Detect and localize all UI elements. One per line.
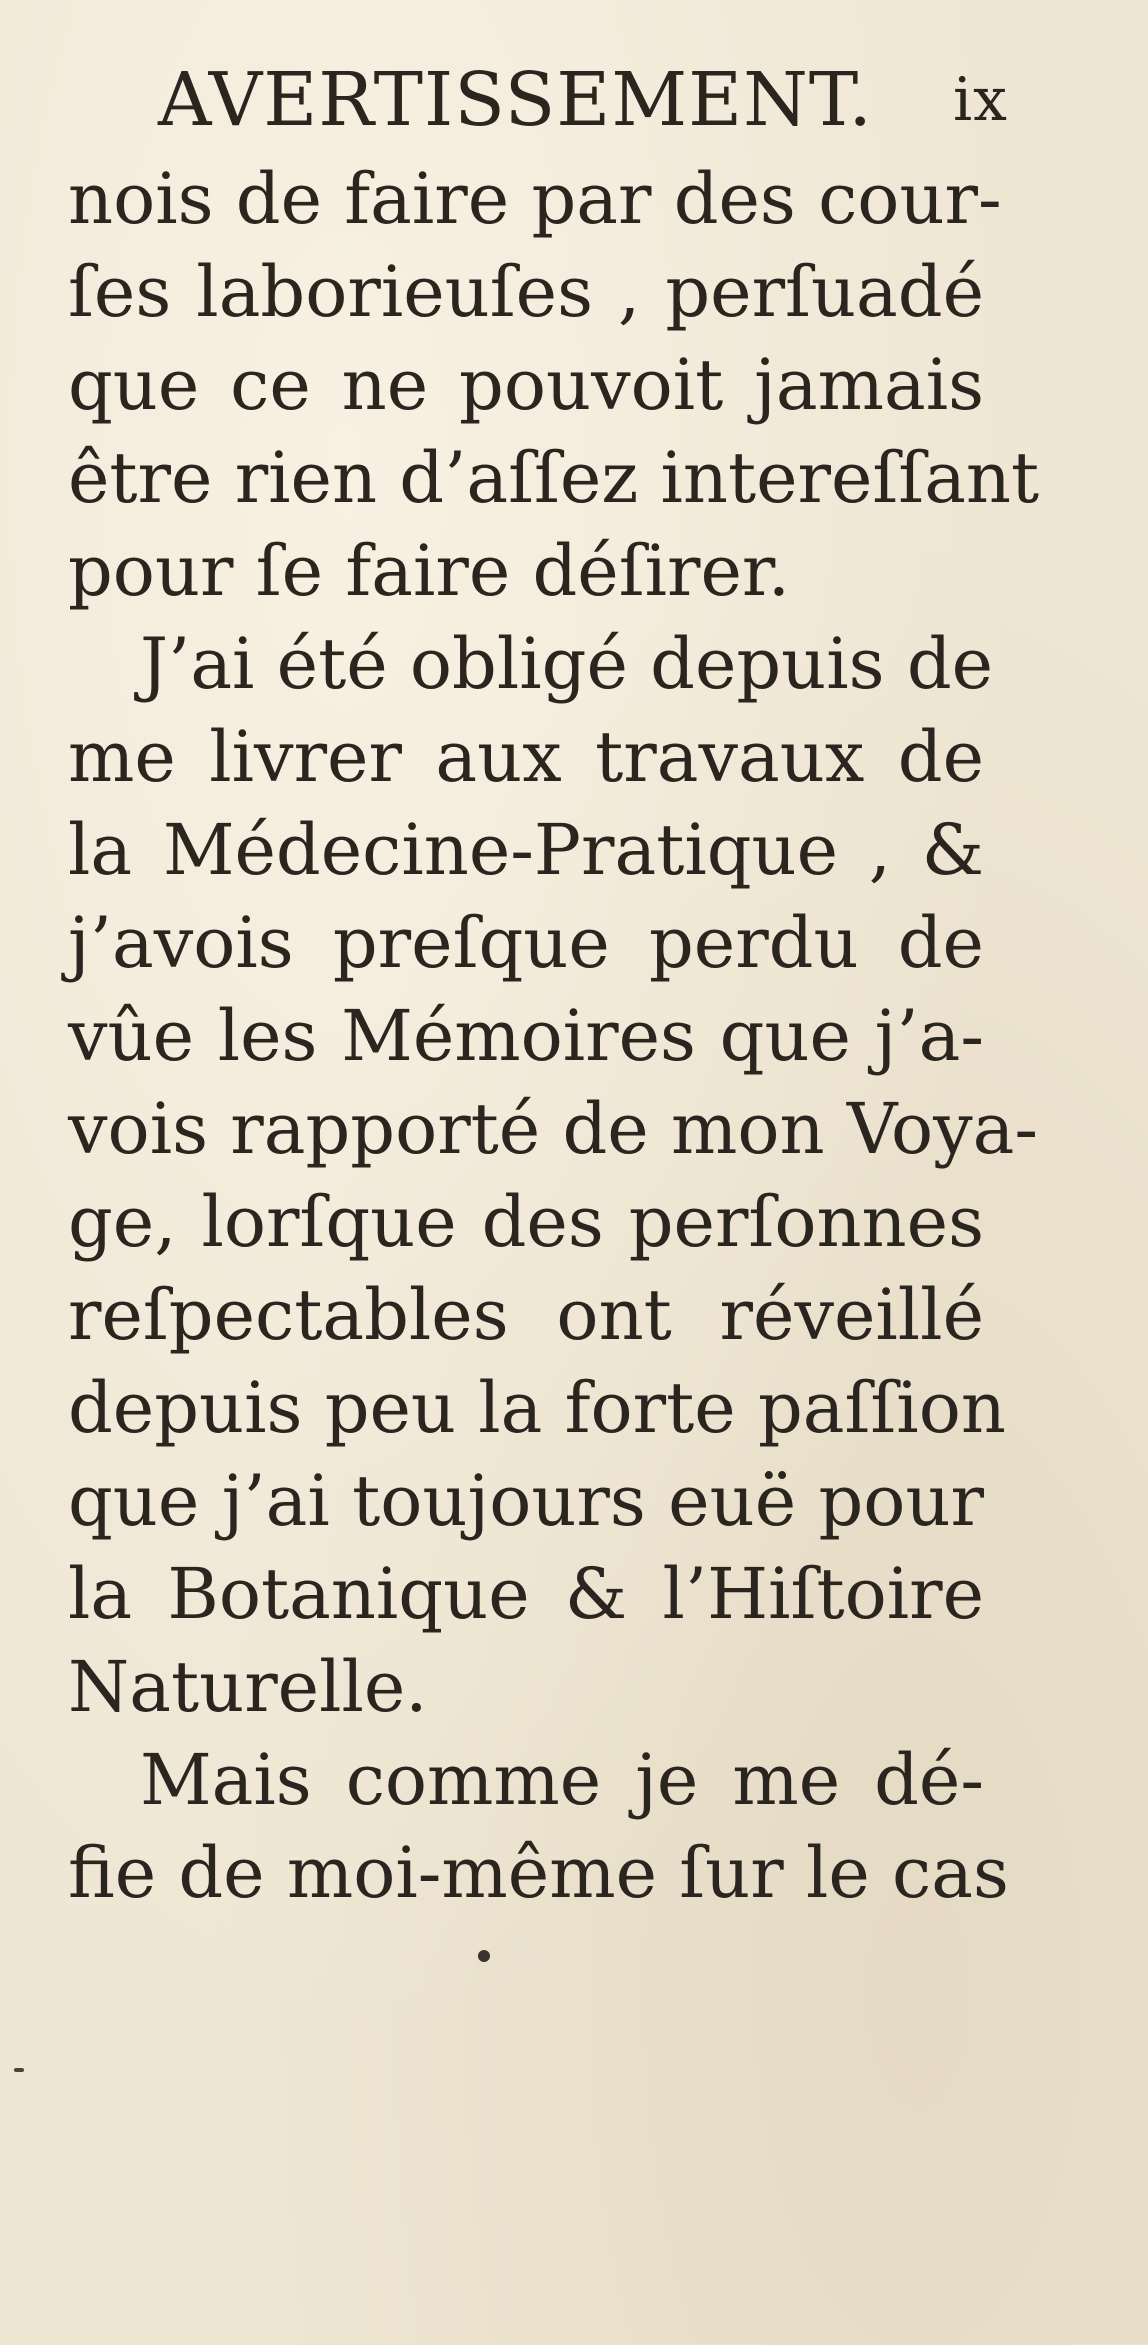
text-line: que ce ne pouvoit jamais <box>68 344 984 426</box>
body-text <box>68 153 1040 1920</box>
text-line: fie de moi-même ſur le cas <box>68 1832 1009 1914</box>
text-line: Naturelle. <box>68 1646 428 1728</box>
text-line: nois de faire par des cour- <box>68 158 1002 240</box>
text-line: vois rapporté de mon Voya- <box>68 1088 1039 1170</box>
text-line: être rien d’aſſez intereſſant <box>68 437 1040 519</box>
text-line: reſpectables ont réveillé <box>68 1274 984 1356</box>
text-line: pour ſe faire déſirer. <box>68 530 790 612</box>
text-line: depuis peu la forte paſſion <box>68 1367 1006 1449</box>
running-title: AVERTISSEMENT. <box>158 57 873 143</box>
page-header <box>158 52 1008 148</box>
text-line: vûe les Mémoires que j’a- <box>68 995 984 1077</box>
text-line: la Botanique & l’Hiſtoire <box>68 1553 984 1635</box>
text-line: me livrer aux travaux de <box>68 716 984 798</box>
text-line: la Médecine-Pratique , & <box>68 809 984 891</box>
text-line: Mais comme je me dé- <box>140 1739 984 1821</box>
text-line: ge, lorſque des perſonnes <box>68 1181 984 1263</box>
page-number: ix <box>952 65 1008 135</box>
text-line: ſes laborieuſes , perſuadé <box>68 251 984 333</box>
text-line: J’ai été obligé depuis de <box>140 623 994 705</box>
text-line: j’avois preſque perdu de <box>68 902 984 984</box>
ink-spot <box>478 1950 490 1962</box>
ink-speck <box>14 2068 24 2072</box>
text-line: que j’ai toujours euë pour <box>68 1460 984 1542</box>
